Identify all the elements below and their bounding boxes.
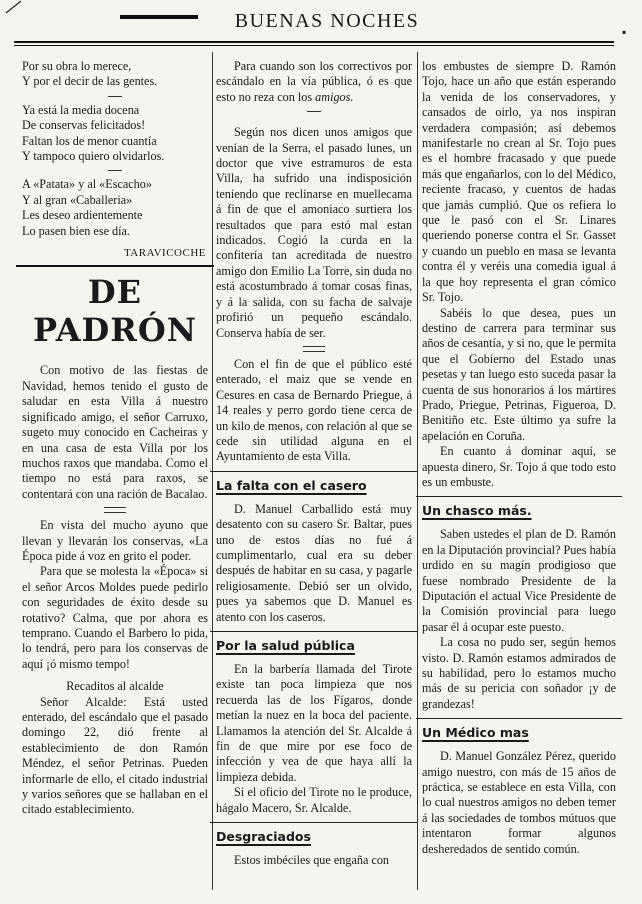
pen-stroke-icon bbox=[4, 0, 24, 14]
article-paragraph: La cosa no pudo ser, según hemos visto. D. Ramón estamos admirados de su habilidad, pero lo estamos mucho más de su pericia con soñador ¡y de grandezas! bbox=[422, 635, 616, 711]
section-heading-salud-publica: Por la salud pública bbox=[216, 638, 355, 653]
article-paragraph: Para que se molesta la «Época» si el señor Arcos Moldes puede pedirlo con seguridades de éxito desde su rotativo? Calma, que por ahora es temprano. Cuando el Barbero lo pida, lo tendrá, pero para los conservas de aquí ¡ó mismo tempo! bbox=[22, 564, 208, 671]
article-paragraph: En vista del mucho ayuno que llevan y llevarán los conservas, «La Época pide á voz en grito el poder. bbox=[22, 518, 208, 563]
verse-line: Y por el decir de las gentes. bbox=[22, 74, 158, 89]
verse-line: Les deseo ardientemente bbox=[22, 208, 143, 223]
sub-heading-recaditos: Recaditos al alcalde bbox=[66, 679, 164, 694]
section-rule bbox=[210, 822, 418, 823]
divider-double bbox=[104, 507, 126, 513]
article-paragraph: Estos imbéciles que engaña con bbox=[234, 853, 390, 868]
paragraph-text: Para cuando son los correctivos por escándalo en la vía pública, ó es que esto no reza con los bbox=[216, 59, 412, 104]
section-rule bbox=[416, 718, 622, 719]
article-paragraph: Señor Alcalde: Está usted enterado, del escándalo que el pasado domingo 22, dió frente al establecimiento de don Ramón Méndez, el señor Petrinas. Pueden informarle de ello, el citado industrial y varios señores que se hallaban en el citado establecimiento. bbox=[22, 694, 208, 817]
section-rule bbox=[210, 471, 418, 472]
article-paragraph: los embustes de siempre D. Ramón Tojo, hace un año que están esperando la venida de los conservadores, y cansados de oirlo, ya nos inspiran verdadera compasión; así debemos manifestarle no crean al Sr. Tojo pues es el hombre fracasado y que puede más que engañarlos, con lo del Médico, reciente fracaso, y cuentos de hadas que jamás cumplió. Que os refiera lo que le pasó con el Sr. Linares queriendo ponerse contra el Sr. Gasset y cuando un pueblo en masa se levanta contra él y veréis una comedia igual á la que hoy representa el gran cómico Sr. Tojo. bbox=[422, 59, 616, 305]
masthead-rule-thin bbox=[14, 45, 614, 46]
divider-double bbox=[303, 346, 325, 352]
verse-line: A «Patata» y al «Escacho» bbox=[22, 177, 152, 192]
column-1 bbox=[22, 52, 208, 818]
verse-line: De conservas felicitados! bbox=[22, 118, 146, 133]
verse-line: Ya está la media docena bbox=[22, 102, 140, 117]
article-paragraph: Con motivo de las fiestas de Navidad, hemos tenido el gusto de saludar en esta Villa á nuestro significado amigo, el señor Carruxo, sugeto muy conocido en Cacheiras y en una casa de esta Villa por los muchos raxos que mandaba. Como el tiempo no está para raxos, se contentará con una ración de Bacalao. bbox=[22, 363, 208, 501]
article-paragraph: D. Manuel Carballido está muy desatento con su casero Sr. Baltar, pues uno de estos días no fué á cumplimentarlo, cual era su deber después de habitar en su casa, y pagarle religiosamente. Debió ser un olvido, pues ya sabemos que D. Manuel es atento con los caseros. bbox=[216, 501, 412, 624]
masthead bbox=[0, 0, 642, 50]
article-paragraph: Con el fin de que el público esté enterado, el maiz que se vende en Cesures en casa de Bernardo Priegue, á 14 reales y perro gordo tiene cerca de un kilo de menos, con relación al que se cede sin utilidad alguna en el Ayuntamiento de esta Villa. bbox=[216, 356, 412, 464]
article-paragraph: En la barbería llamada del Tirote existe tan poca limpieza que nos recuerda las de los Fígaros, donde metían la nuez en la boca del paciente. Llamamos la atención del Sr. Alcalde á fin de que mire por ese foco de infección y vea de que haya allí la limpieza debida. bbox=[216, 662, 412, 784]
masthead-rule bbox=[14, 41, 614, 43]
verse-line: Faltan los de menor cuantía bbox=[22, 133, 157, 148]
article-paragraph: D. Manuel González Pérez, querido amigo nuestro, con más de 15 años de práctica, se establece en esta Villa, con lo cual nuestros amigos no deben temer á las sociedades de tombos mútuos que intentaron formar algunos desheredados de sentido común. bbox=[422, 749, 616, 856]
verse-line: Y tampoco quiero olvidarlos. bbox=[22, 149, 165, 164]
verse-line: Lo pasen bien ese día. bbox=[22, 223, 130, 238]
section-heading-de-padron: DE PADRÓN bbox=[32, 273, 198, 350]
column-3 bbox=[422, 52, 616, 857]
article-paragraph: Saben ustedes el plan de D. Ramón en la Diputación provincial? Pues había urdido en su magín prodigioso que fuese nombrado Presidente de la Diputación el actual Vice Presidente de la Comisión provincial para luego pasar él á ocupar este puesto. bbox=[422, 527, 616, 634]
italic-word: amigos. bbox=[315, 89, 354, 104]
article-paragraph: Si el oficio del Tirote no le produce, hágalo Macero, Sr. Alcalde. bbox=[216, 785, 412, 815]
masthead-ornament-bar bbox=[120, 15, 198, 19]
section-heading-falta-casero: La falta con el casero bbox=[216, 477, 367, 493]
column-separator bbox=[417, 52, 418, 890]
section-rule bbox=[210, 631, 418, 632]
section-heading-chasco: Un chasco más. bbox=[422, 503, 532, 519]
article-paragraph: Sabéis lo que desea, pues un destino de carrera para terminar sus años de cesantía, y si no, que le permita que el Gobierno del Estado unas pesetas y tan luego esto suceda pasar la cuenta de sus honorarios á los mártires Prado, Priegue, Petrinas, Figueroa, D. Benitiño etc. Este último ya sufre la apelación en Coruña. bbox=[422, 305, 616, 443]
masthead-title: BUENAS NOCHES bbox=[234, 10, 420, 32]
section-rule bbox=[416, 496, 622, 497]
divider-dash bbox=[307, 111, 321, 112]
article-paragraph: En cuanto á dominar aquí, se apuesta dinero, Sr. Tojo á que todo esto es un embuste. bbox=[422, 444, 616, 489]
verse-line: Por su obra lo merece, bbox=[22, 59, 132, 73]
divider-dash bbox=[108, 170, 122, 171]
section-heading-desgraciados: Desgraciados bbox=[216, 829, 311, 845]
divider-dash bbox=[108, 96, 122, 97]
verse-line: Y al gran «Caballeria» bbox=[22, 192, 133, 207]
article-paragraph: Según nos dicen unos amigos que venían de la Serra, el pasado lunes, un doctor que vive estramuros de esta Villa, ha sufrido una indisposición teniendo que reclinarse en muellecama á fin de que el amoniaco surtiera los resultados que para estó mal estan indicados. Cogió la curda en la confitería tan acreditada de nuestro amigo don Emilio La Torre, sin duda no está acostumbrado á tomar cosas finas, y á la salida, con su facha de salvaje profirió un pequeño escándalo. Conserva había de ser. bbox=[216, 125, 412, 340]
article-paragraph bbox=[216, 59, 412, 105]
signature: TARAVICOCHE bbox=[123, 247, 206, 260]
section-rule bbox=[16, 265, 214, 267]
column-2 bbox=[216, 52, 412, 868]
section-heading-medico: Un Médico mas bbox=[422, 725, 529, 741]
edge-mark: ▪ bbox=[622, 25, 627, 39]
